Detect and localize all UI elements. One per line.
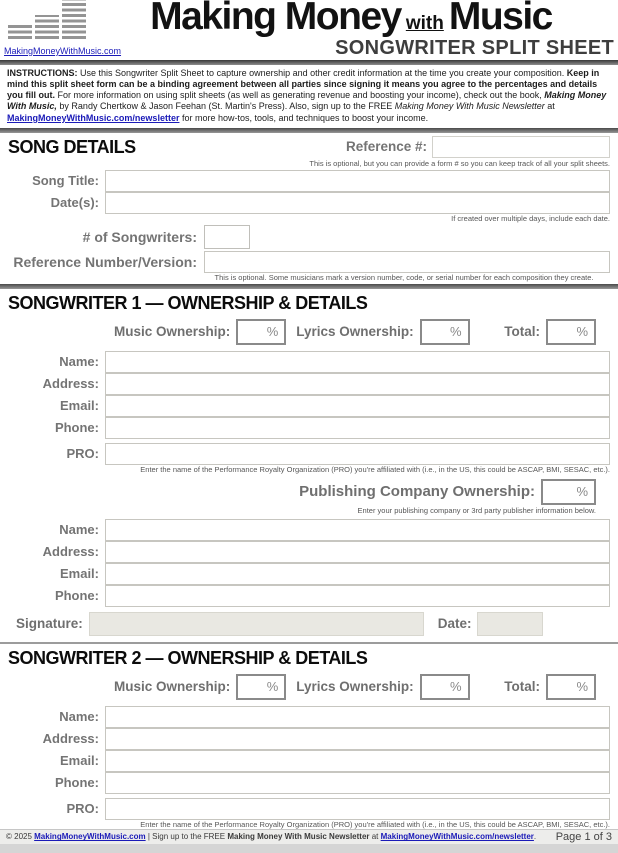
sw1-date-label: Date: (437, 616, 472, 632)
num-songwriters-input[interactable] (204, 225, 250, 249)
sw1-publisher-address-input[interactable] (105, 541, 610, 563)
percent-sign: % (266, 324, 279, 340)
equalizer-bar-tall (62, 0, 86, 39)
sw2-phone-label: Phone: (54, 775, 99, 791)
instructions-book-title: Making Money With Music, (7, 90, 607, 112)
sw2-name-input[interactable] (105, 706, 610, 728)
footer-site-link[interactable]: MakingMoneyWithMusic.com (34, 832, 146, 842)
sw1-email-input[interactable] (105, 395, 610, 417)
reference-number-label: Reference #: (345, 139, 427, 155)
sw1-pro-note: Enter the name of the Performance Royalty Organization (PRO) you're affiliated with (i.e., in the US, this could be ASCAP, BMI, SESAC, etc.). (140, 464, 610, 474)
sw1-publisher-email-input[interactable] (105, 563, 610, 585)
page-footer (0, 829, 618, 844)
sw1-publisher-phone-input[interactable] (105, 585, 610, 607)
sw2-total-field[interactable] (546, 674, 596, 700)
sw1-phone-label: Phone: (54, 420, 99, 436)
sw2-pro-note: Enter the name of the Performance Royalty Organization (PRO) you're affiliated with (i.e., in the US, this could be ASCAP, BMI, SESAC, etc.). (140, 819, 610, 829)
percent-sign: % (266, 679, 279, 695)
sw1-name-input[interactable] (105, 351, 610, 373)
songwriter1-section (0, 289, 618, 642)
sw1-phone-input[interactable] (105, 417, 610, 439)
sw1-lyrics-ownership-field[interactable] (420, 319, 470, 345)
song-title-label: Song Title: (32, 173, 99, 189)
num-songwriters-label: # of Songwriters: (82, 228, 197, 245)
dates-note: If created over multiple days, include each date. (451, 213, 610, 223)
sw2-email-label: Email: (59, 753, 99, 769)
footer-newsletter-link[interactable]: MakingMoneyWithMusic.com/newsletter (380, 832, 534, 842)
sw1-music-ownership-field[interactable] (236, 319, 286, 345)
equalizer-logo-icon (8, 0, 86, 39)
sw1-publisher-name-input[interactable] (105, 519, 610, 541)
instructions-text-1: Use this Songwriter Split Sheet to capture ownership and other credit information at the time you create your composition. (77, 68, 567, 78)
songwriter2-heading: SONGWRITER 2 — OWNERSHIP & DETAILS (8, 647, 368, 668)
sw1-publishing-note: Enter your publishing company or 3rd party publisher information below. (357, 505, 596, 515)
percent-sign: % (450, 324, 462, 340)
sw1-email-label: Email: (59, 398, 99, 414)
sw1-publishing-ownership-field[interactable] (541, 479, 596, 505)
sw1-name-label: Name: (59, 354, 99, 370)
sw2-address-input[interactable] (105, 728, 610, 750)
sw2-music-ownership-label: Music Ownership: (114, 679, 231, 695)
newsletter-link[interactable]: MakingMoneyWithMusic.com/newsletter (7, 112, 180, 123)
sw1-publisher-email-label: Email: (59, 566, 99, 582)
instructions-label: INSTRUCTIONS: (7, 68, 78, 78)
footer-newsletter-name: Making Money With Music Newsletter (227, 832, 370, 842)
page-title (86, 0, 616, 39)
percent-sign: % (576, 324, 588, 340)
sw1-pro-label: PRO: (66, 446, 99, 462)
site-link[interactable]: MakingMoneyWithMusic.com (4, 46, 122, 56)
footer-copyright: © 2025 (6, 832, 35, 842)
title-part-2: Music (448, 0, 552, 38)
instructions-bold: Keep in mind this split sheet form can be a binding agreement between all parties since signing it means you agree to the percentages and details you fill out. (7, 68, 600, 101)
footer-period: . (533, 832, 537, 842)
sw1-pro-input[interactable] (105, 443, 610, 465)
sw1-address-label: Address: (42, 376, 99, 392)
sw2-lyrics-ownership-field[interactable] (420, 674, 470, 700)
songwriter1-heading: SONGWRITER 1 — OWNERSHIP & DETAILS (8, 292, 368, 313)
dates-input[interactable] (105, 192, 610, 214)
instructions-text-3: by Randy Chertkow & Jason Feehan (St. Martin's Press). Also, sign up to the FREE (56, 101, 395, 112)
percent-sign: % (450, 679, 462, 695)
sw1-signature-label: Signature: (16, 616, 83, 632)
dates-label: Date(s): (50, 195, 99, 211)
sw2-phone-input[interactable] (105, 772, 610, 794)
sw2-lyrics-ownership-label: Lyrics Ownership: (296, 679, 414, 695)
sw2-total-label: Total: (504, 679, 540, 695)
sw1-address-input[interactable] (105, 373, 610, 395)
footer-mid-text: | Sign up to the FREE (145, 832, 228, 842)
sw1-music-ownership-label: Music Ownership: (114, 324, 231, 340)
percent-sign: % (576, 484, 588, 500)
equalizer-bar-medium (35, 15, 59, 39)
sw1-publishing-ownership-label: Publishing Company Ownership: (299, 483, 535, 501)
page-header (0, 0, 618, 60)
reference-version-note: This is optional. Some musicians mark a version number, code, or serial number for each composition they create. (214, 272, 594, 282)
instructions-text-2: For more information on using split sheets (as well as generating revenue and boosting your income), check out the book, (55, 90, 545, 101)
sw1-publisher-address-label: Address: (42, 544, 99, 560)
sw2-address-label: Address: (42, 731, 99, 747)
sw2-email-input[interactable] (105, 750, 610, 772)
equalizer-bar-short (8, 25, 32, 39)
footer-at-text: at (369, 832, 381, 842)
sw2-music-ownership-field[interactable] (236, 674, 286, 700)
reference-version-label: Reference Number/Version: (13, 253, 197, 270)
song-title-input[interactable] (105, 170, 610, 192)
reference-note: This is optional, but you can provide a form # so you can keep track of all your split sheets. (309, 158, 610, 168)
sw2-pro-input[interactable] (105, 798, 610, 820)
instructions-block (0, 65, 618, 128)
sw2-name-label: Name: (59, 709, 99, 725)
sw1-signature-field[interactable] (89, 612, 424, 636)
song-details-heading: SONG DETAILS (8, 136, 136, 157)
reference-number-input[interactable] (432, 136, 610, 158)
instructions-newsletter-name: Making Money With Music Newsletter (394, 101, 545, 112)
sw1-date-field[interactable] (477, 612, 543, 636)
song-details-section (0, 133, 618, 284)
sw1-total-label: Total: (504, 324, 540, 340)
sw1-lyrics-ownership-label: Lyrics Ownership: (296, 324, 414, 340)
sw2-pro-label: PRO: (66, 801, 99, 817)
instructions-text-4: at (544, 101, 555, 112)
percent-sign: % (576, 679, 588, 695)
songwriter2-section (0, 644, 618, 829)
instructions-text-5: for more how-tos, tools, and techniques to boost your income. (179, 112, 429, 123)
sw1-publisher-phone-label: Phone: (54, 588, 99, 604)
form-subtitle: SONGWRITER SPLIT SHEET (335, 37, 614, 59)
page-indicator: Page 1 of 3 (555, 830, 612, 843)
reference-version-input[interactable] (204, 251, 610, 273)
title-with: with (405, 13, 444, 34)
title-part-1: Making Money (150, 0, 401, 38)
footer-text (6, 832, 536, 841)
sw1-publisher-name-label: Name: (59, 522, 99, 538)
sw1-total-field[interactable] (546, 319, 596, 345)
page-edge (0, 844, 618, 853)
